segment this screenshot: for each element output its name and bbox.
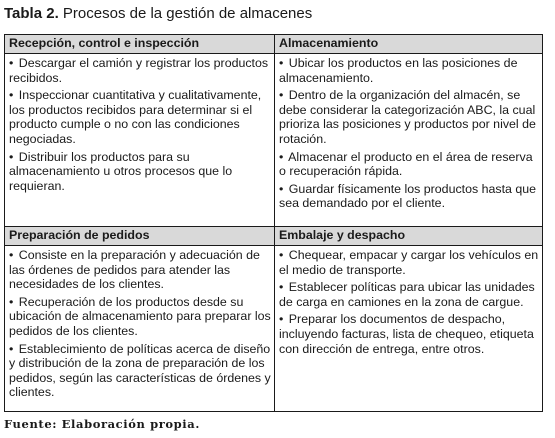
- bullet-icon: •: [279, 280, 284, 295]
- header-row-top: [5, 35, 543, 54]
- content-row-bottom: [5, 246, 543, 412]
- bullet-item: [279, 312, 539, 356]
- cell-reception: [5, 54, 275, 227]
- cell-storage: [275, 54, 543, 227]
- bullet-icon: •: [279, 248, 284, 262]
- bullet-item: [279, 56, 539, 85]
- header-order-picking: Preparación de pedidos: [5, 227, 275, 246]
- bullet-item: [9, 342, 271, 400]
- bullet-icon: •: [9, 88, 14, 103]
- bullet-text: Recuperación de los productos desde su ubicación de almacenamiento para preparar los pedidos de los clientes.: [9, 294, 271, 338]
- bullet-item: [9, 150, 271, 194]
- bullet-text: Dentro de la organización del almacén, se debe considerar la categorización ABC, la cual prioriza las posiciones y productos por nivel de rotación.: [279, 88, 536, 146]
- table-title: Procesos de la gestión de almacenes: [58, 5, 313, 22]
- bullet-icon: •: [9, 56, 14, 70]
- bullet-item: [279, 88, 539, 146]
- bullet-text: Preparar los documentos de despacho, incluyendo facturas, lista de chequeo, etiqueta con dirección de entrega, entre otros.: [279, 312, 534, 356]
- bullet-text: Distribuir los productos para su almacenamiento u otros procesos que lo requieran.: [9, 149, 233, 193]
- header-storage: Almacenamiento: [275, 35, 543, 54]
- bullet-text: Consiste en la preparación y adecuación de las órdenes de pedidos para atender las necesidades de los clientes.: [9, 248, 260, 292]
- bullet-icon: •: [279, 56, 284, 70]
- bullet-icon: •: [9, 149, 14, 164]
- bullet-item: [9, 295, 271, 339]
- bullet-item: [279, 150, 539, 179]
- bullet-text: Descargar el camión y registrar los productos recibidos.: [9, 56, 269, 85]
- bullet-text: Establecer políticas para ubicar las unidades de carga en camiones en la zona de cargue.: [279, 280, 535, 309]
- bullet-item: [279, 248, 539, 277]
- header-row-bottom: [5, 227, 543, 246]
- bullet-text: Ubicar los productos en las posiciones de almacenamiento.: [279, 56, 518, 85]
- source-note: Fuente: Elaboración propia.: [4, 417, 200, 431]
- table-number-label: Tabla 2.: [4, 5, 59, 22]
- bullet-item: [9, 56, 271, 85]
- bullet-icon: •: [9, 341, 14, 356]
- bullet-text: Chequear, empacar y cargar los vehículos en el medio de transporte.: [279, 248, 539, 277]
- table-caption: [4, 5, 312, 23]
- bullet-text: Guardar físicamente los productos hasta que sea demandado por el cliente.: [279, 181, 537, 211]
- header-reception: Recepción, control e inspección: [5, 35, 275, 54]
- bullet-item: [279, 280, 539, 309]
- bullet-icon: •: [9, 248, 14, 262]
- cell-packing-dispatch: [275, 246, 543, 412]
- bullet-icon: •: [279, 149, 284, 164]
- bullet-text: Establecimiento de políticas acerca de diseño y distribución de la zona de preparación de los pedidos, según las características de órdenes y clientes.: [9, 341, 271, 400]
- bullet-icon: •: [279, 181, 284, 196]
- process-table: [4, 34, 543, 412]
- bullet-text: Inspeccionar cuantitativa y cualitativamente, los productos recibidos para determinar si el producto cumple o no con las condiciones negociadas.: [9, 88, 262, 146]
- bullet-item: [9, 88, 271, 146]
- bullet-text: Almacenar el producto en el área de reserva o recuperación rápida.: [279, 149, 533, 179]
- bullet-icon: •: [279, 88, 284, 103]
- cell-order-picking: [5, 246, 275, 412]
- bullet-icon: •: [279, 312, 284, 327]
- bullet-item: [279, 182, 539, 211]
- content-row-top: [5, 54, 543, 227]
- bullet-item: [9, 248, 271, 292]
- header-packing-dispatch: Embalaje y despacho: [275, 227, 543, 246]
- bullet-icon: •: [9, 294, 14, 309]
